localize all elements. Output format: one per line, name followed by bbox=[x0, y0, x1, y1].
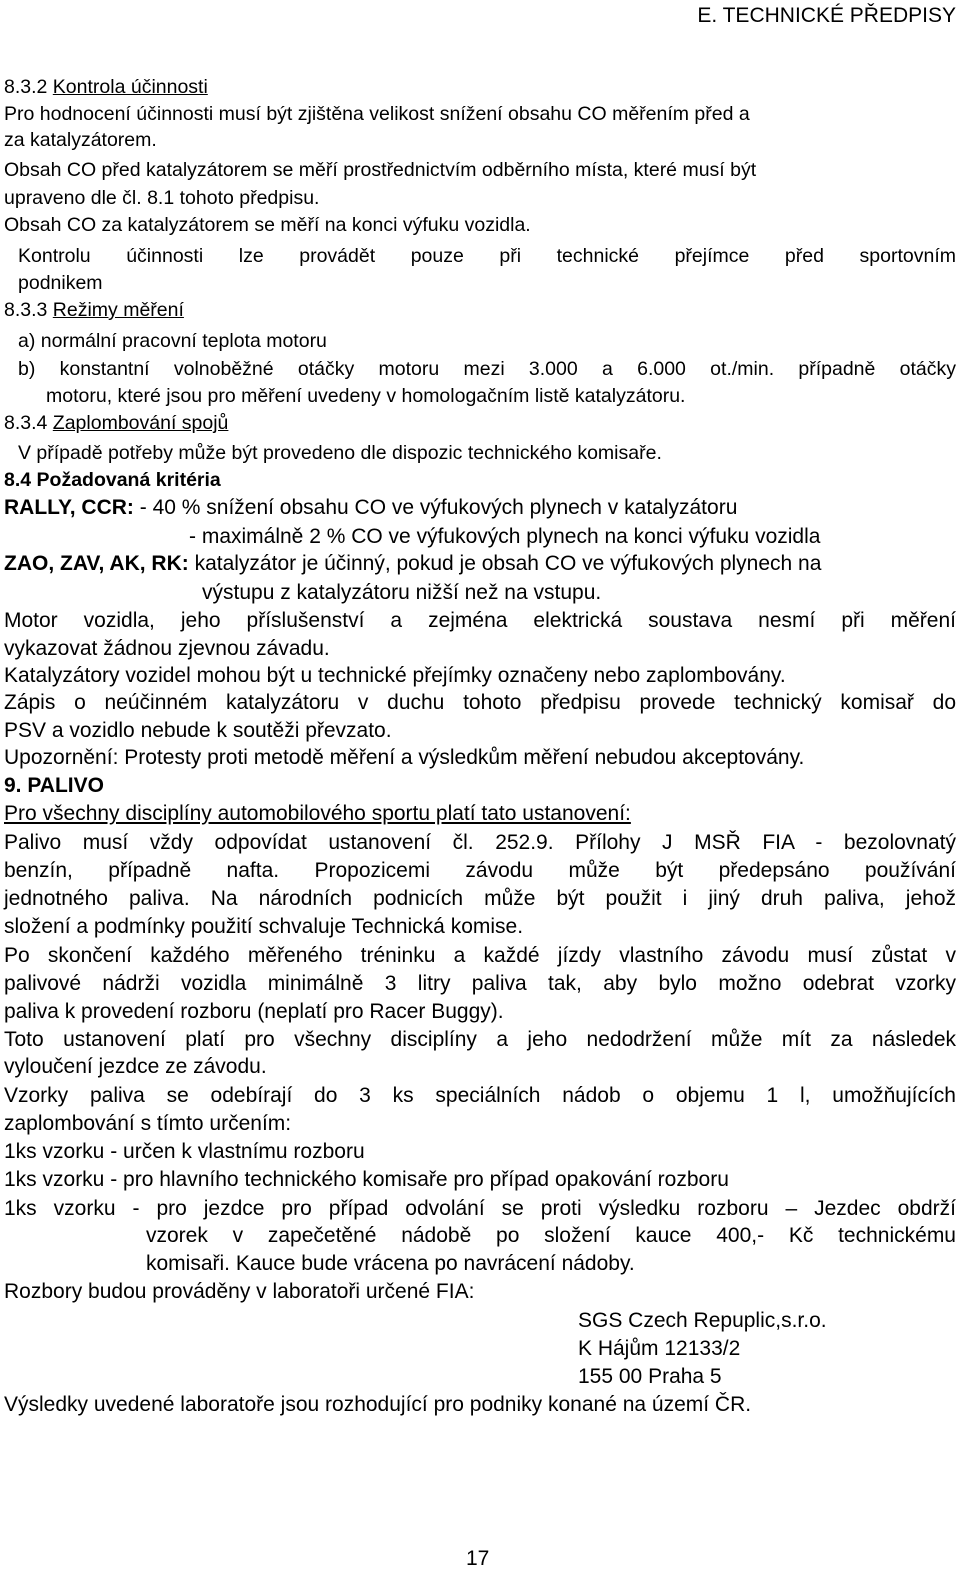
paragraph-line: vyloučení jezdce ze závodu. bbox=[4, 1055, 267, 1078]
paragraph-line: upraveno dle čl. 8.1 tohoto předpisu. bbox=[4, 187, 320, 209]
paragraph-line: paliva k provedení rozboru (neplatí pro Racer Buggy). bbox=[4, 1000, 504, 1023]
paragraph-line: Palivo musí vždy odpovídat ustanovení čl. 252.9. Přílohy J MSŘ FIA - bezolovnatý bbox=[4, 831, 956, 854]
section-heading-8-3-4: 8.3.4 Zaplombování spojů bbox=[4, 412, 229, 434]
paragraph-line: Obsah CO za katalyzátorem se měří na konci výfuku vozidla. bbox=[4, 214, 531, 236]
paragraph-line: složení a podmínky použití schvaluje Technická komise. bbox=[4, 915, 524, 938]
running-header: E. TECHNICKÉ PŘEDPISY bbox=[697, 4, 956, 27]
paragraph-line: V případě potřeby může být provedeno dle dispozic technického komisaře. bbox=[18, 442, 662, 464]
paragraph-line: benzín, případně nafta. Propozicemi závodu může být předepsáno používání bbox=[4, 859, 956, 882]
paragraph-line: palivové nádrži vozidla minimálně 3 litry paliva tak, aby bylo možno odebrat vzorky bbox=[4, 972, 956, 995]
paragraph-line: zaplombování s tímto určením: bbox=[4, 1112, 292, 1135]
paragraph-line: Toto ustanovení platí pro všechny disciplíny a jeho nedodržení může mít za následek bbox=[4, 1028, 956, 1051]
sample-item-continuation: komisaři. Kauce bude vrácena po navrácení nádoby. bbox=[146, 1252, 635, 1275]
paragraph-line: vykazovat žádnou zjevnou závadu. bbox=[4, 637, 330, 660]
section-heading-8-4: 8.4 Požadovaná kritéria bbox=[4, 469, 221, 491]
paragraph-line: Výsledky uvedené laboratoře jsou rozhodující pro podniky konané na území ČR. bbox=[4, 1393, 752, 1416]
criteria-rally-continuation: - maximálně 2 % CO ve výfukových plynech na konci výfuku vozidla bbox=[189, 525, 821, 548]
paragraph-line: Zápis o neúčinném katalyzátoru v duchu tohoto předpisu provede technický komisař do bbox=[4, 691, 956, 714]
section-heading-9: 9. PALIVO bbox=[4, 774, 104, 797]
paragraph-line: podnikem bbox=[18, 272, 103, 294]
lab-address-line: SGS Czech Repuplic,s.r.o. bbox=[578, 1309, 827, 1332]
paragraph-line: Katalyzátory vozidel mohou být u technické přejímky označeny nebo zaplombovány. bbox=[4, 664, 786, 687]
lab-address-line: K Hájům 12133/2 bbox=[578, 1337, 741, 1360]
page-number: 17 bbox=[466, 1547, 490, 1570]
sample-item-continuation: vzorek v zapečetěné nádobě po složení kauce 400,- Kč technickému bbox=[146, 1224, 956, 1247]
section-heading-8-3-3: 8.3.3 Režimy měření bbox=[4, 299, 184, 321]
criteria-zao-continuation: výstupu z katalyzátoru nižší než na vstupu. bbox=[202, 581, 602, 604]
section-heading-8-3-2: 8.3.2 Kontrola účinnosti bbox=[4, 76, 208, 98]
lab-address-line: 155 00 Praha 5 bbox=[578, 1365, 722, 1388]
list-item: a) normální pracovní teplota motoru bbox=[18, 330, 327, 352]
list-item: b) konstantní volnoběžné otáčky motoru mezi 3.000 a 6.000 ot./min. případně otáčky bbox=[18, 358, 956, 380]
criteria-rally: RALLY, CCR: - 40 % snížení obsahu CO ve výfukových plynech v katalyzátoru bbox=[4, 496, 738, 519]
sample-item: 1ks vzorku - pro jezdce pro případ odvolání se proti výsledku rozboru – Jezdec obdrží bbox=[4, 1197, 956, 1220]
paragraph-line: Kontrolu účinnosti lze provádět pouze při technické přejímce před sportovním bbox=[18, 245, 956, 267]
paragraph-line: jednotného paliva. Na národních podnicích může být použit i jiný druh paliva, jehož bbox=[4, 887, 956, 910]
paragraph-line: za katalyzátorem. bbox=[4, 129, 157, 151]
section-subheading: Pro všechny disciplíny automobilového sportu platí tato ustanovení: bbox=[4, 802, 631, 825]
paragraph-line: Upozornění: Protesty proti metodě měření a výsledkům měření nebudou akceptovány. bbox=[4, 746, 805, 769]
paragraph-line: Motor vozidla, jeho příslušenství a zejména elektrická soustava nesmí při měření bbox=[4, 609, 956, 632]
sample-item: 1ks vzorku - pro hlavního technického komisaře pro případ opakování rozboru bbox=[4, 1168, 729, 1191]
paragraph-line: Pro hodnocení účinnosti musí být zjištěna velikost snížení obsahu CO měřením před a bbox=[4, 103, 750, 125]
paragraph-line: Obsah CO před katalyzátorem se měří prostřednictvím odběrního místa, které musí být bbox=[4, 159, 757, 181]
paragraph-line: Rozbory budou prováděny v laboratoři určené FIA: bbox=[4, 1280, 475, 1303]
list-item-continuation: motoru, které jsou pro měření uvedeny v homologačním listě katalyzátoru. bbox=[46, 385, 686, 407]
paragraph-line: PSV a vozidlo nebude k soutěži převzato. bbox=[4, 719, 392, 742]
paragraph-line: Po skončení každého měřeného tréninku a každé jízdy vlastního závodu musí zůstat v bbox=[4, 944, 956, 967]
paragraph-line: Vzorky paliva se odebírají do 3 ks speciálních nádob o objemu 1 l, umožňujících bbox=[4, 1084, 956, 1107]
sample-item: 1ks vzorku - určen k vlastnímu rozboru bbox=[4, 1140, 365, 1163]
criteria-zao: ZAO, ZAV, AK, RK: katalyzátor je účinný, pokud je obsah CO ve výfukových plynech na bbox=[4, 552, 822, 575]
